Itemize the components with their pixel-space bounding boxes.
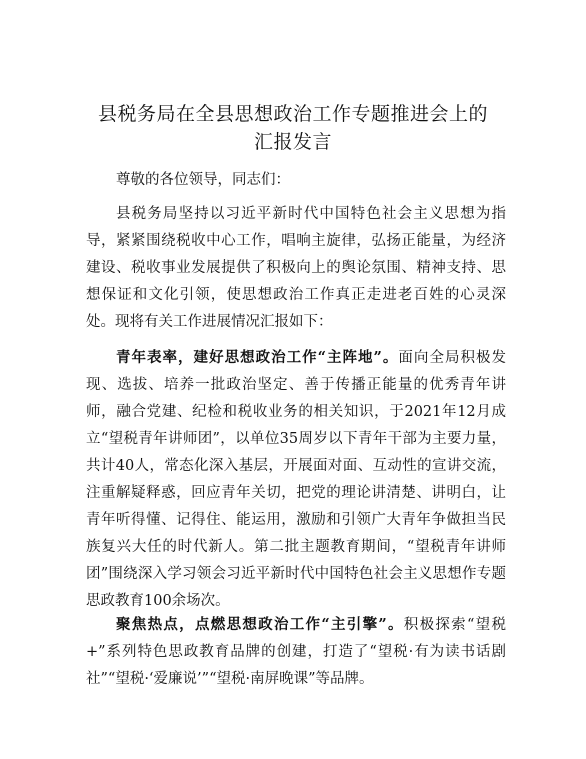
paragraph-1	[86, 201, 506, 336]
paragraph-3-text: 积极探索“望税+”系列特色思政教育品牌的创建，打造了“望税·有为读书话剧社”“望税·‘爱廉说’”“望税·南屏晚课”等品牌。	[86, 617, 506, 687]
document-title-line-2: 汇报发言	[253, 131, 332, 153]
paragraph-2-text: 面向全局积极发现、选拔、培养一批政治坚定、善于传播正能量的优秀青年讲师，融合党建、纪检和税收业务的相关知识，于2021年12月成立“望税青年讲师团”，以单位35周岁以下青年干部为主要力量，共计40人，常态化深入基层，开展面对面、互动性的宣讲交流，注重解疑释惑，回应青年关切，把党的理论讲清楚、讲明白，让青年听得懂、记得住、能运用，激励和引领广大青年争做担当民族复兴大任的时代新人。第二批主题教育期间，“望税青年讲师团”围绕深入学习领会习近平新时代中国特色社会主义思想作专题思政教育100余场次。	[86, 350, 506, 609]
paragraph-1-text: 县税务局坚持以习近平新时代中国特色社会主义思想为指导，紧紧围绕税收中心工作，唱响主旋律，弘扬正能量，为经济建设、税收事业发展提供了积极向上的舆论氛围、精神支持、思想保证和文化引领，使思想政治工作真正走进老百姓的心灵深处。现将有关工作进展情况汇报如下：	[86, 206, 506, 330]
paragraph-2	[86, 344, 506, 615]
greeting: 尊敬的各位领导，同志们：	[116, 172, 290, 188]
paragraph-3-heading: 聚焦热点，点燃思想政治工作“主引擎”。	[116, 616, 404, 633]
paragraph-2-heading: 青年表率，建好思想政治工作“主阵地”。	[116, 349, 399, 366]
document-title-line-1: 县税务局在全县思想政治工作专题推进会上的	[97, 103, 488, 125]
paragraph-3	[86, 611, 506, 693]
